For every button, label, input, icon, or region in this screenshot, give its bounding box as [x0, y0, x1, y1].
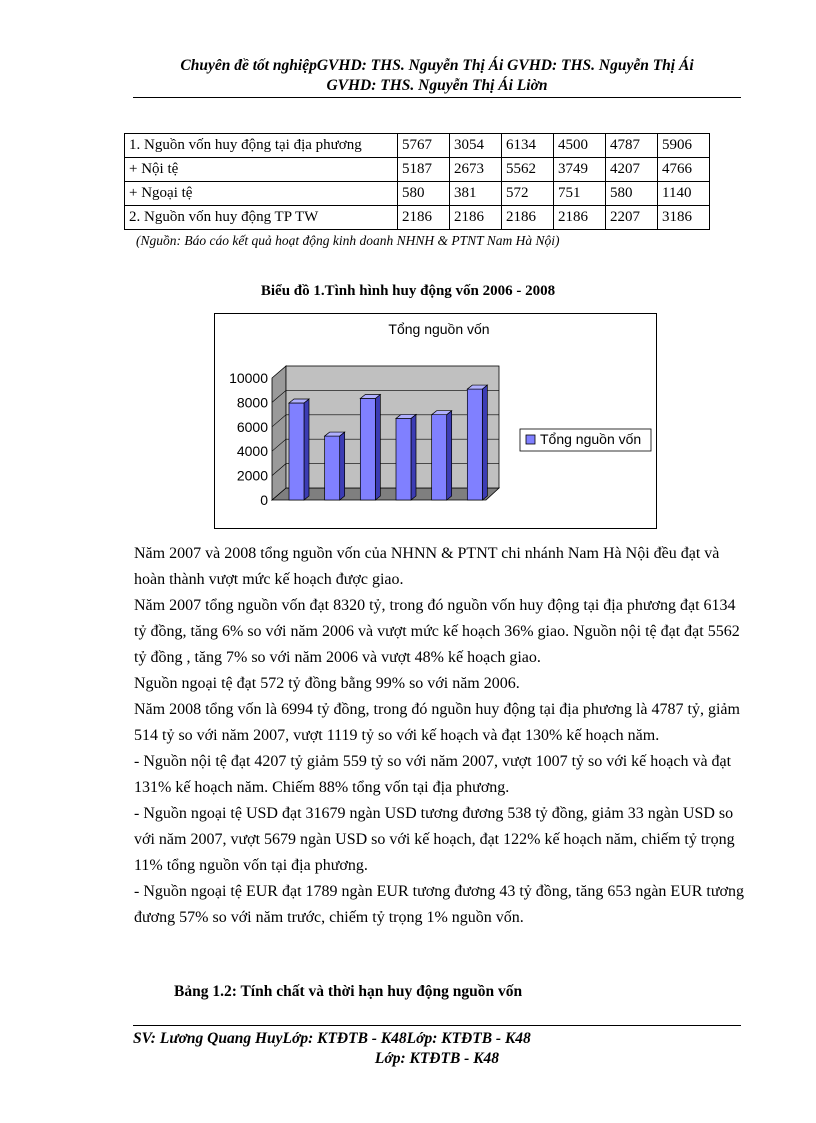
bar	[289, 399, 309, 500]
y-tick-label: 6000	[236, 418, 268, 435]
header-line-1: Chuyên đề tốt nghiệpGVHD: THS. Nguyễn Thị Ái GVHD: THS. Nguyễn Thị Ái	[180, 57, 694, 74]
y-axis-ticks	[229, 370, 268, 508]
cell: 4500	[554, 134, 606, 158]
y-tick-label: 4000	[236, 443, 268, 460]
cell: 4207	[606, 158, 658, 182]
header-line-2: GVHD: THS. Nguyễn Thị Ái Liờn	[326, 77, 548, 94]
cell: 2186	[450, 206, 502, 230]
cell: 3749	[554, 158, 606, 182]
bar	[360, 394, 380, 500]
cell: 5562	[502, 158, 554, 182]
legend-swatch	[526, 435, 535, 444]
footer-line-2: Lớp: KTĐTB - K48	[374, 1050, 500, 1067]
chart-title: Tổng nguồn vốn	[388, 321, 490, 337]
cell: 2673	[450, 158, 502, 182]
cell: 5187	[398, 158, 450, 182]
paragraph: Năm 2007 và 2008 tổng nguồn vốn của NHNN & PTNT chi nhánh Nam Hà Nội đều đạt và hoàn thành vượt mức kế hoạch được giao.	[134, 545, 720, 588]
paragraph: Năm 2007 tổng nguồn vốn đạt 8320 tỷ, trong đó nguồn vốn huy động tại địa phương đạt 6134 tỷ đồng, tăng 6% so với năm 2006 và vượt mức kế hoạch 36% giao. Nguồn nội tệ đạt đạt 5562 tỷ đồng , tăng 7% so với năm 2006 và vượt 48% kế hoạch giao.	[134, 597, 740, 666]
legend-label: Tổng nguồn vốn	[540, 431, 642, 447]
paragraph: Năm 2008 tổng vốn là 6994 tỷ đồng, trong đó nguồn huy động tại địa phương là 4787 tỷ, giảm 514 tỷ so với năm 2007, vượt 1119 tỷ so với kế hoạch và đạt 130% kế hoạch năm.	[134, 701, 740, 744]
row-label: 1. Nguồn vốn huy động tại địa phương	[125, 134, 398, 158]
y-tick-label: 2000	[236, 467, 268, 484]
paragraph: - Nguồn ngoại tệ USD đạt 31679 ngàn USD tương đương 538 tỷ đồng, giảm 33 ngàn USD so với năm 2007, vượt 5679 ngàn USD so với kế hoạch, đạt 122% kế hoạch năm, chiếm tỷ trọng 11% tổng nguồn vốn tại địa phương.	[134, 805, 735, 874]
row-label: + Nội tệ	[125, 158, 398, 182]
footer-rule	[133, 1025, 741, 1026]
table-title: Bảng 1.2: Tính chất và thời hạn huy động nguồn vốn	[174, 983, 523, 1000]
cell: 381	[450, 182, 502, 206]
footer-line-1: SV: Lương Quang HuyLớp: KTĐTB - K48Lớp: KTĐTB - K48	[133, 1030, 531, 1047]
chart-canvas	[215, 314, 656, 528]
y-tick-label: 0	[260, 492, 268, 508]
cell: 580	[606, 182, 658, 206]
paragraph: Nguồn ngoại tệ đạt 572 tỷ đồng bằng 99% so với năm 2006.	[134, 675, 520, 692]
bar	[325, 432, 345, 500]
table-row	[125, 158, 710, 182]
cell: 4766	[658, 158, 710, 182]
cell: 2186	[502, 206, 554, 230]
cell: 4787	[606, 134, 658, 158]
cell: 751	[554, 182, 606, 206]
cell: 2207	[606, 206, 658, 230]
cell: 5767	[398, 134, 450, 158]
source-note: (Nguồn: Báo cáo kết quả hoạt động kinh doanh NHNH & PTNT Nam Hà Nội)	[136, 233, 560, 248]
cell: 572	[502, 182, 554, 206]
table-row	[125, 206, 710, 230]
page-header	[133, 56, 741, 96]
table-row	[125, 134, 710, 158]
bar	[467, 385, 487, 500]
bar	[432, 411, 452, 500]
cell: 2186	[398, 206, 450, 230]
y-tick-label: 10000	[229, 370, 268, 386]
cell: 2186	[554, 206, 606, 230]
row-label: 2. Nguồn vốn huy động TP TW	[125, 206, 398, 230]
row-label: + Ngoại tệ	[125, 182, 398, 206]
page-footer	[133, 1029, 741, 1069]
cell: 580	[398, 182, 450, 206]
cell: 6134	[502, 134, 554, 158]
cell: 3054	[450, 134, 502, 158]
chart-caption: Biểu đồ 1.Tình hình huy động vốn 2006 - 2008	[260, 283, 556, 299]
y-tick-label: 8000	[236, 394, 268, 411]
chart-side-wall	[272, 366, 286, 500]
paragraph: - Nguồn ngoại tệ EUR đạt 1789 ngàn EUR tương đương 43 tỷ đồng, tăng 653 ngàn EUR tương đương 57% so với năm trước, chiếm tỷ trọng 1% nguồn vốn.	[134, 883, 745, 926]
bar	[396, 414, 416, 500]
cell: 3186	[658, 206, 710, 230]
table-row	[125, 182, 710, 206]
funding-table	[124, 133, 710, 230]
chart	[214, 313, 657, 529]
cell: 1140	[658, 182, 710, 206]
cell: 5906	[658, 134, 710, 158]
paragraph: - Nguồn nội tệ đạt 4207 tỷ giảm 559 tỷ so với năm 2007, vượt 1007 tỷ so với kế hoạch và đạt 131% kế hoạch năm. Chiếm 88% tổng vốn tại địa phương.	[134, 753, 732, 796]
body-text	[134, 541, 744, 931]
header-rule	[133, 97, 741, 98]
